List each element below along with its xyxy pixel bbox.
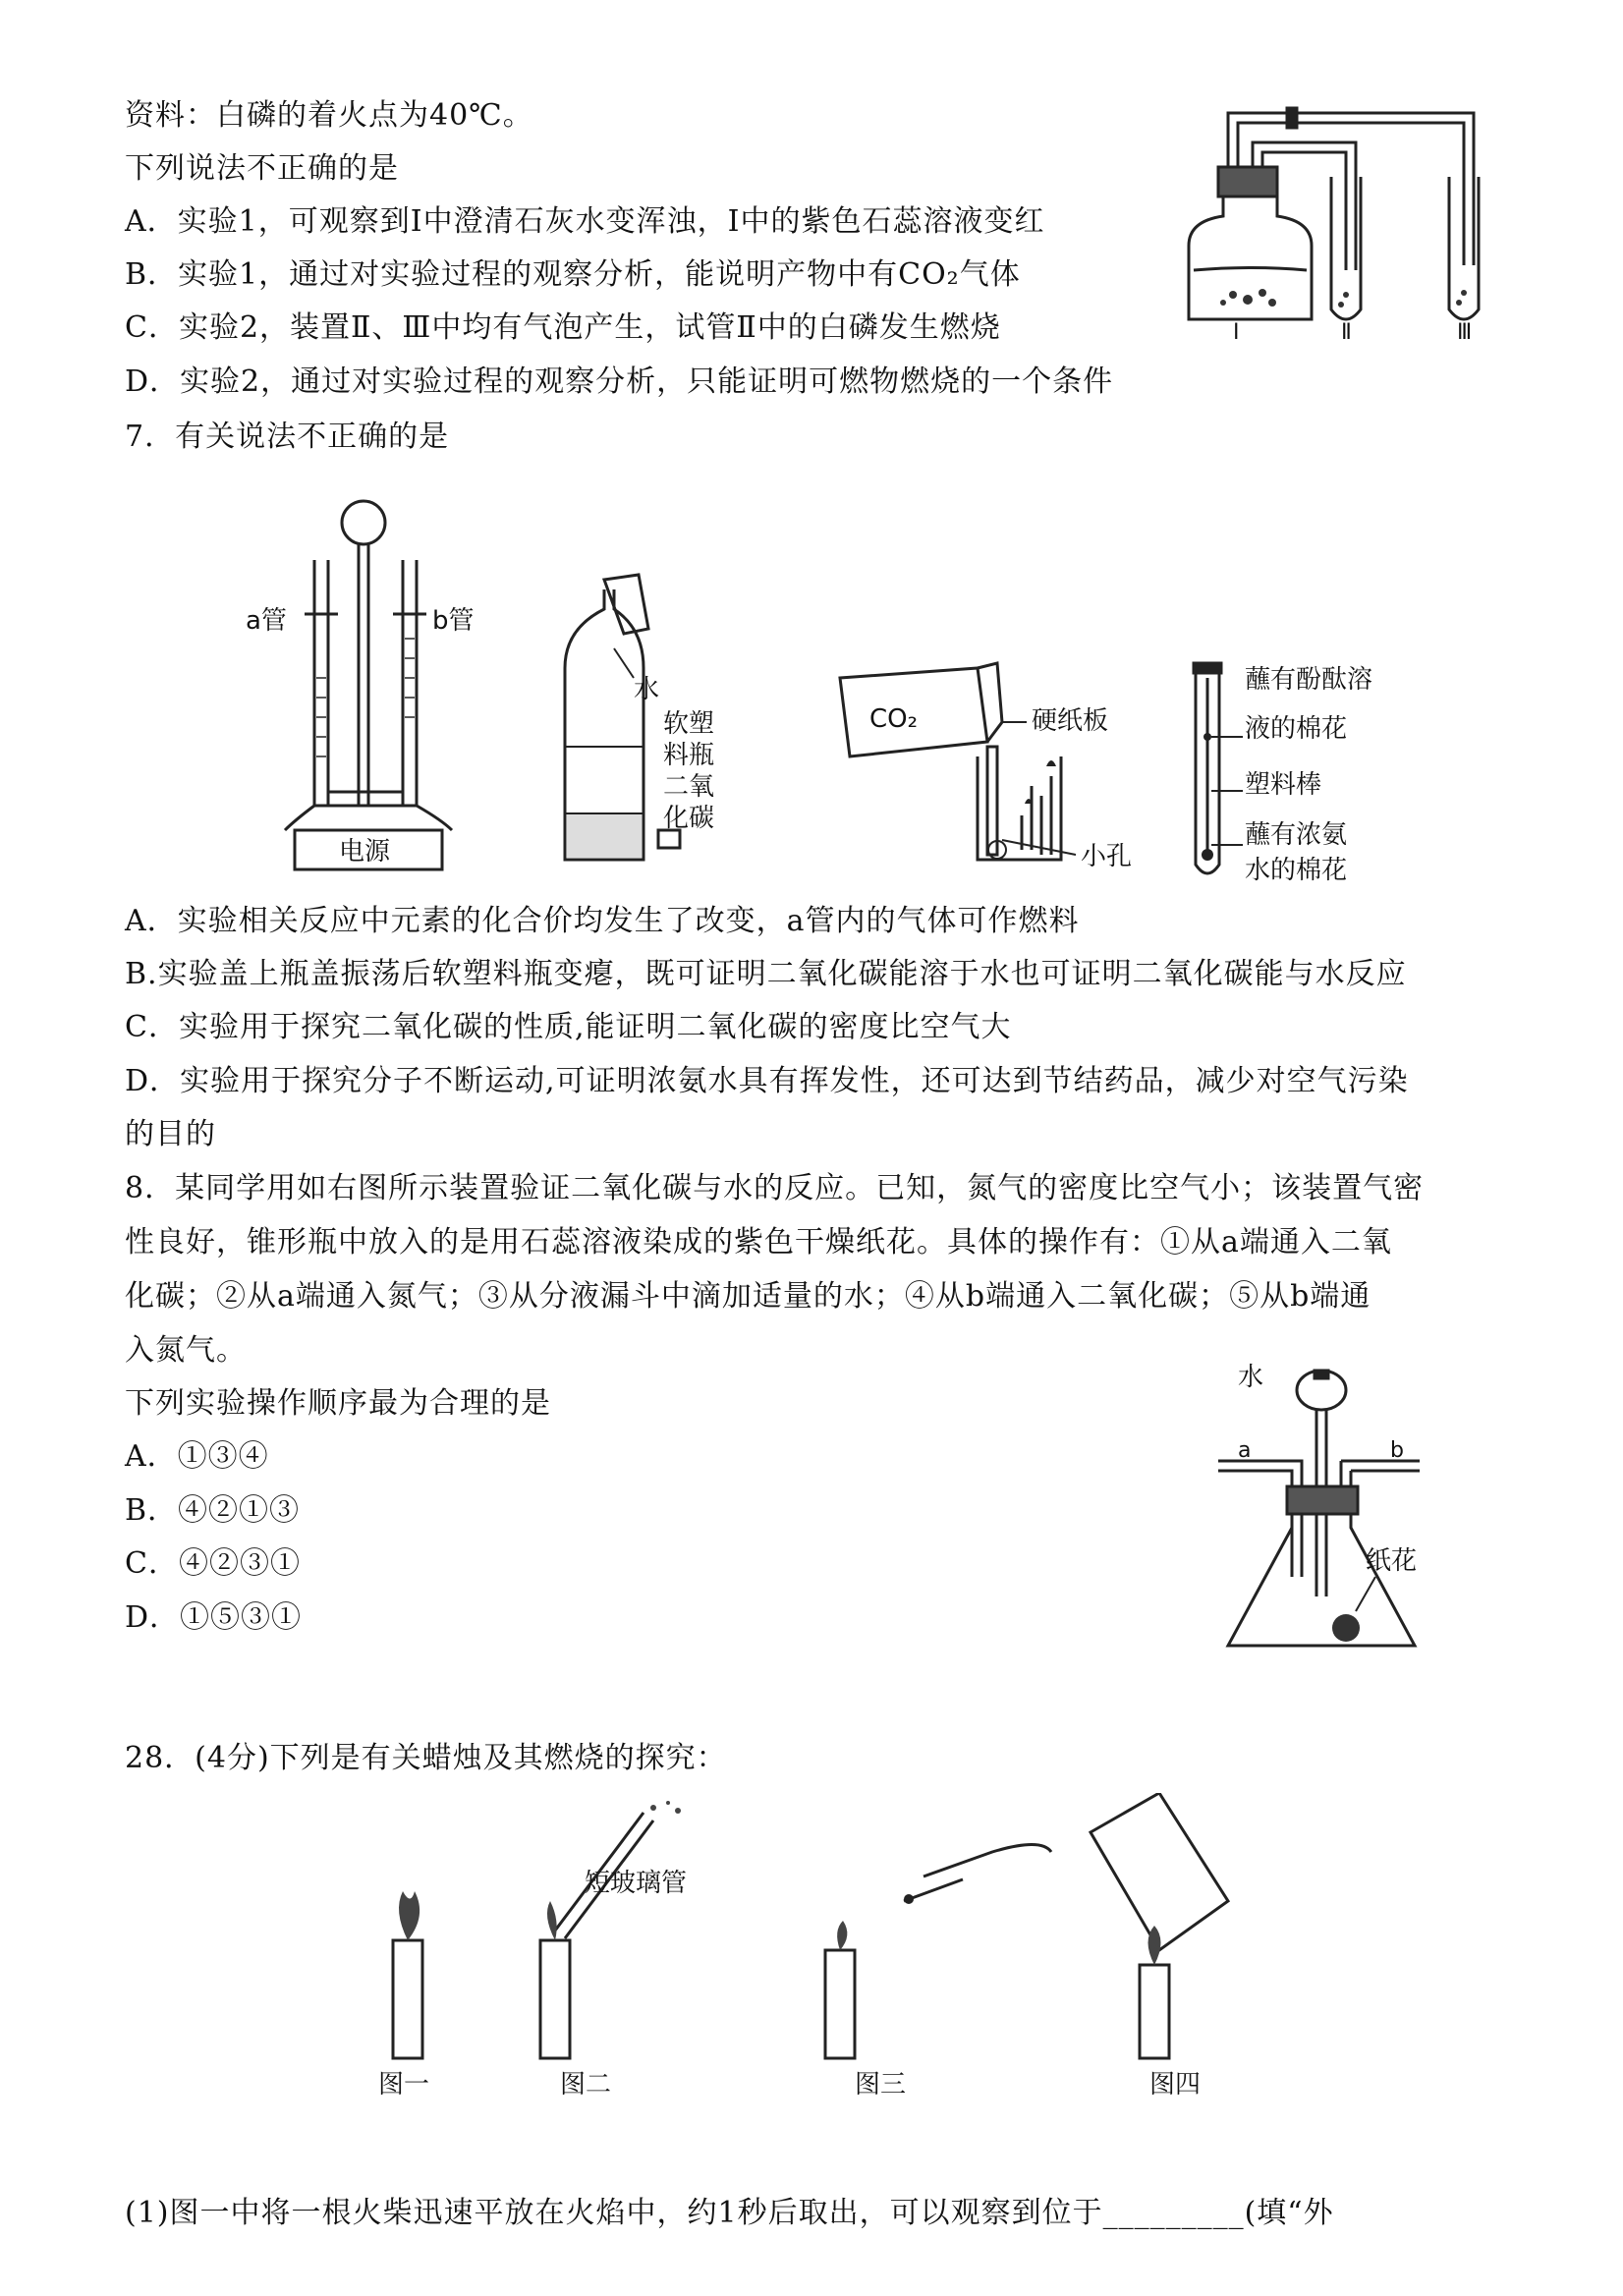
q7-bottle-figure — [545, 570, 722, 874]
q7-a-tube-label: a管 — [246, 606, 287, 636]
q28-fig1-label: 图一 — [378, 2070, 430, 2100]
q7-b-tube-label: b管 — [432, 606, 475, 636]
q8-flower-label: 纸花 — [1366, 1546, 1418, 1576]
q8-a-label: a — [1238, 1438, 1252, 1463]
q7-electrolysis-figure — [246, 481, 491, 874]
q7-option-b: B.实验盖上瓶盖振荡后软塑料瓶变瘪，既可证明二氧化碳能溶于水也可证明二氧化碳能与水反应 — [125, 957, 1407, 991]
q7-hole-label: 小孔 — [1081, 842, 1133, 871]
q6-apparatus-figure — [1174, 98, 1498, 344]
q8-stem-4: 入氮气。 — [125, 1333, 247, 1368]
q8-option-b: B．④②①③ — [125, 1493, 301, 1528]
q8-stem-1: 8．某同学用如右图所示装置验证二氧化碳与水的反应。已知，氮气的密度比空气小；该装置气密 — [125, 1171, 1425, 1205]
q7-co2-figure — [830, 648, 1164, 874]
q8-option-c: C．④②③① — [125, 1546, 301, 1581]
q8-option-d: D．①⑤③① — [125, 1600, 303, 1635]
q6-label-2: Ⅱ — [1341, 320, 1352, 344]
q28-tube-label: 短玻璃管 — [585, 1869, 688, 1898]
q6-note: 资料：白磷的着火点为40℃。 — [125, 98, 533, 133]
q7-bottle-label-3: 二氧 — [663, 772, 715, 802]
q8-stem-2: 性良好，锥形瓶中放入的是用石蕊溶液染成的紫色干燥纸花。具体的操作有：①从a端通入二氧 — [125, 1225, 1392, 1260]
q6-option-d: D．实验2，通过对实验过程的观察分析，只能证明可燃物燃烧的一个条件 — [125, 364, 1114, 399]
q8-question: 下列实验操作顺序最为合理的是 — [125, 1386, 551, 1421]
q6-label-3: Ⅲ — [1457, 320, 1473, 344]
q7-option-d-cont: 的目的 — [125, 1117, 216, 1151]
q7-bottle-label-4: 化碳 — [663, 804, 715, 833]
q7-stem: 7．有关说法不正确的是 — [125, 420, 450, 454]
q28-fig4-label: 图四 — [1149, 2070, 1202, 2100]
q7-cotton2-label-2: 水的棉花 — [1245, 856, 1348, 884]
q28-fig2-label: 图二 — [560, 2070, 612, 2100]
q7-option-c: C．实验用于探究二氧化碳的性质,能证明二氧化碳的密度比空气大 — [125, 1010, 1012, 1044]
q28-candle-figures — [373, 1793, 1258, 2102]
q7-cotton1-label-2: 液的棉花 — [1245, 714, 1348, 744]
q7-co2-label: CO₂ — [869, 704, 919, 734]
q8-flask-figure — [1208, 1341, 1464, 1665]
q8-water-label: 水 — [1238, 1363, 1264, 1392]
q7-bottle-label-2: 料瓶 — [663, 741, 715, 770]
q7-power-label: 电源 — [339, 837, 391, 867]
q7-bottle-label-1: 软塑 — [663, 709, 715, 739]
q8-option-a: A．①③④ — [125, 1439, 269, 1474]
q7-cotton1-label-1: 蘸有酚酞溶 — [1245, 665, 1373, 695]
q7-option-a: A．实验相关反应中元素的化合价均发生了改变，a管内的气体可作燃料 — [125, 904, 1080, 938]
q8-b-label: b — [1390, 1438, 1404, 1463]
q6-option-a: A．实验1，可观察到Ⅰ中澄清石灰水变浑浊，Ⅰ中的紫色石蕊溶液变红 — [125, 204, 1045, 239]
q28-fig3-label: 图三 — [855, 2070, 907, 2100]
q7-cotton2-label-1: 蘸有浓氨 — [1245, 820, 1348, 850]
q28-stem: 28．(4分)下列是有关蜡烛及其燃烧的探究： — [125, 1741, 727, 1775]
q7-water-label: 水 — [634, 675, 660, 704]
q7-diffusion-figure — [1184, 658, 1439, 884]
q7-rod-label: 塑料棒 — [1245, 770, 1322, 800]
q28-sub1: (1)图一中将一根火柴迅速平放在火焰中，约1秒后取出，可以观察到位于_________(填“外 — [125, 2196, 1334, 2230]
q7-board-label: 硬纸板 — [1032, 706, 1109, 736]
q6-option-c: C．实验2，装置Ⅱ、Ⅲ中均有气泡产生，试管Ⅱ中的白磷发生燃烧 — [125, 310, 1001, 345]
q8-stem-3: 化碳；②从a端通入氮气；③从分液漏斗中滴加适量的水；④从b端通入二氧化碳；⑤从b端通 — [125, 1279, 1371, 1314]
q7-option-d: D．实验用于探究分子不断运动,可证明浓氨水具有挥发性，还可达到节结药品，减少对空气污染 — [125, 1064, 1409, 1098]
q6-option-b: B．实验1，通过对实验过程的观察分析，能说明产物中有CO₂气体 — [125, 257, 1021, 292]
q6-stem: 下列说法不正确的是 — [125, 151, 399, 186]
q6-label-1: Ⅰ — [1233, 320, 1240, 344]
